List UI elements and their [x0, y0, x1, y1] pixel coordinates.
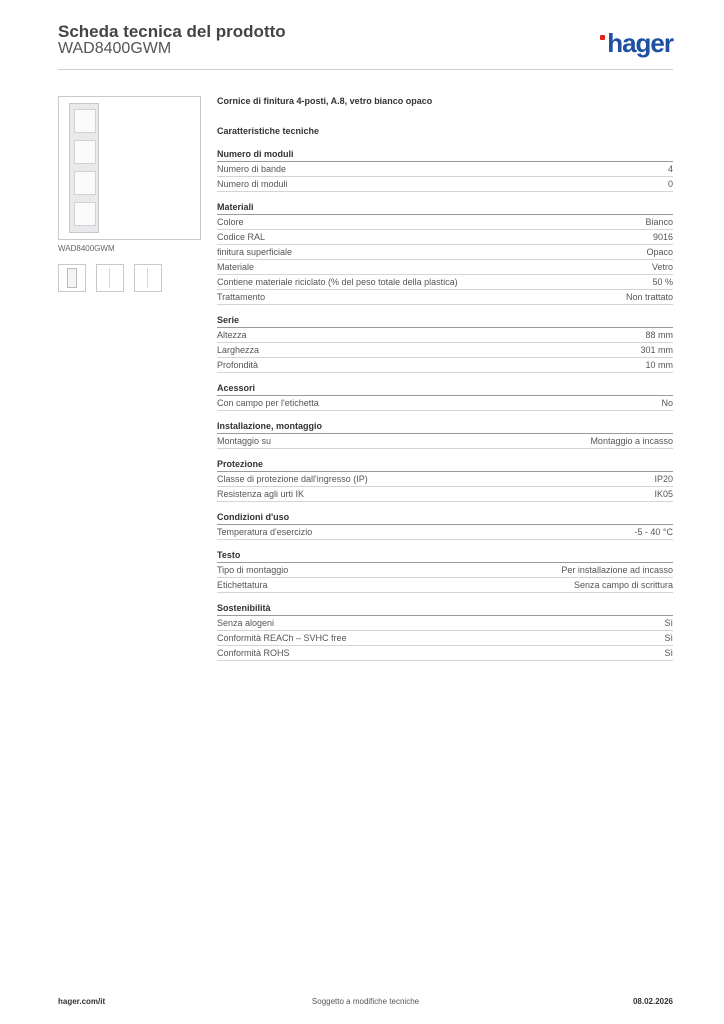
thumbnail-side[interactable] — [96, 264, 124, 292]
spec-row — [217, 472, 673, 487]
spec-value: 88 mm — [645, 330, 673, 340]
product-frame-image[interactable] — [58, 96, 201, 240]
section-title: Protezione — [217, 458, 673, 472]
spec-label: Resistenza agli urti IK — [217, 489, 305, 499]
section-title: Serie — [217, 314, 673, 328]
spec-value: 301 mm — [640, 345, 673, 355]
section-title: Condizioni d'uso — [217, 511, 673, 525]
spec-value: Bianco — [645, 217, 673, 227]
spec-value: Opaco — [646, 247, 673, 257]
thumbnail-front[interactable] — [58, 264, 86, 292]
spec-row — [217, 275, 673, 290]
page-title: Scheda tecnica del prodotto — [58, 22, 286, 41]
frame-graphic — [69, 103, 99, 233]
spec-row — [217, 487, 673, 502]
spec-value: 50 % — [652, 277, 673, 287]
spec-value: 10 mm — [645, 360, 673, 370]
spec-label: Senza alogeni — [217, 618, 275, 628]
spec-label: Materiale — [217, 262, 255, 272]
spec-value: IP20 — [654, 474, 673, 484]
spec-value: 0 — [667, 179, 673, 189]
spec-label: Tipo di montaggio — [217, 565, 289, 575]
spec-label: Numero di bande — [217, 164, 287, 174]
spec-value: Sì — [664, 648, 673, 658]
spec-row — [217, 358, 673, 373]
spec-value: Vetro — [651, 262, 673, 272]
spec-row — [217, 260, 673, 275]
spec-row — [217, 525, 673, 540]
spec-label: Profondità — [217, 360, 259, 370]
spec-label: Larghezza — [217, 345, 260, 355]
spec-row — [217, 396, 673, 411]
spec-label: Trattamento — [217, 292, 266, 302]
spec-label: Altezza — [217, 330, 247, 340]
spec-row — [217, 290, 673, 305]
section-title: Numero di moduli — [217, 148, 673, 162]
image-thumbnails — [58, 264, 203, 292]
product-description: Cornice di finitura 4-posti, A.8, vetro bianco opaco — [217, 96, 433, 106]
product-code: WAD8400GWM — [58, 40, 172, 57]
spec-value: -5 - 40 °C — [634, 527, 673, 537]
spec-label: finitura superficiale — [217, 247, 293, 257]
spec-label: Conformità REACh – SVHC free — [217, 633, 347, 643]
spec-label: Con campo per l'etichetta — [217, 398, 319, 408]
footer-link[interactable]: hager.com/it — [58, 997, 106, 1006]
section-title: Installazione, montaggio — [217, 420, 673, 434]
footer-date: 08.02.2026 — [632, 997, 673, 1006]
section-title: Testo — [217, 549, 673, 563]
thumbnail-side-icon — [109, 268, 110, 288]
spec-value: IK05 — [654, 489, 673, 499]
spec-sections — [217, 148, 673, 661]
logo-dot-icon — [600, 35, 605, 40]
spec-row — [217, 245, 673, 260]
spec-label: Classe di protezione dall'ingresso (IP) — [217, 474, 368, 484]
page-header — [58, 20, 673, 70]
spec-label: Conformità ROHS — [217, 648, 290, 658]
spec-section — [217, 602, 673, 661]
spec-row — [217, 230, 673, 245]
thumbnail-profile[interactable] — [134, 264, 162, 292]
spec-label: Numero di moduli — [217, 179, 288, 189]
thumbnail-frame-icon — [67, 268, 77, 288]
tech-heading: Caratteristiche tecniche — [217, 126, 320, 136]
image-caption: WAD8400GWM — [58, 244, 115, 253]
spec-value: Sì — [664, 618, 673, 628]
spec-value: Montaggio a incasso — [590, 436, 673, 446]
spec-section — [217, 314, 673, 373]
frame-slot — [74, 109, 96, 133]
spec-label: Colore — [217, 217, 244, 227]
spec-label: Temperatura d'esercizio — [217, 527, 313, 537]
frame-slot — [74, 202, 96, 226]
spec-value: 4 — [667, 164, 673, 174]
spec-value: Non trattato — [625, 292, 673, 302]
product-images — [58, 96, 203, 253]
spec-row — [217, 563, 673, 578]
spec-row — [217, 434, 673, 449]
spec-value: No — [661, 398, 673, 408]
spec-section — [217, 382, 673, 411]
spec-row — [217, 162, 673, 177]
hager-logo[interactable] — [600, 28, 673, 59]
spec-label: Codice RAL — [217, 232, 266, 242]
spec-section — [217, 420, 673, 449]
spec-label: Contiene materiale riciclato (% del peso totale della plastica) — [217, 277, 458, 287]
spec-row — [217, 343, 673, 358]
spec-row — [217, 578, 673, 593]
spec-section — [217, 511, 673, 540]
thumbnail-profile-icon — [147, 268, 148, 288]
frame-slot — [74, 140, 96, 164]
spec-section — [217, 549, 673, 593]
section-title: Sostenibilità — [217, 602, 673, 616]
frame-slot — [74, 171, 96, 195]
logo-text: hager — [607, 28, 673, 58]
page-footer — [58, 997, 673, 1011]
header-divider — [58, 69, 673, 70]
spec-row — [217, 616, 673, 631]
spec-content — [217, 96, 673, 670]
spec-value: Sì — [664, 633, 673, 643]
spec-section — [217, 458, 673, 502]
spec-value: Per installazione ad incasso — [561, 565, 673, 575]
section-title: Acessori — [217, 382, 673, 396]
footer-note: Soggetto a modifiche tecniche — [311, 997, 420, 1006]
spec-value: 9016 — [652, 232, 673, 242]
spec-row — [217, 646, 673, 661]
spec-row — [217, 328, 673, 343]
section-title: Materiali — [217, 201, 673, 215]
spec-label: Etichettatura — [217, 580, 268, 590]
spec-row — [217, 215, 673, 230]
spec-row — [217, 177, 673, 192]
spec-section — [217, 148, 673, 192]
spec-row — [217, 631, 673, 646]
spec-label: Montaggio su — [217, 436, 272, 446]
spec-section — [217, 201, 673, 305]
spec-value: Senza campo di scrittura — [573, 580, 673, 590]
